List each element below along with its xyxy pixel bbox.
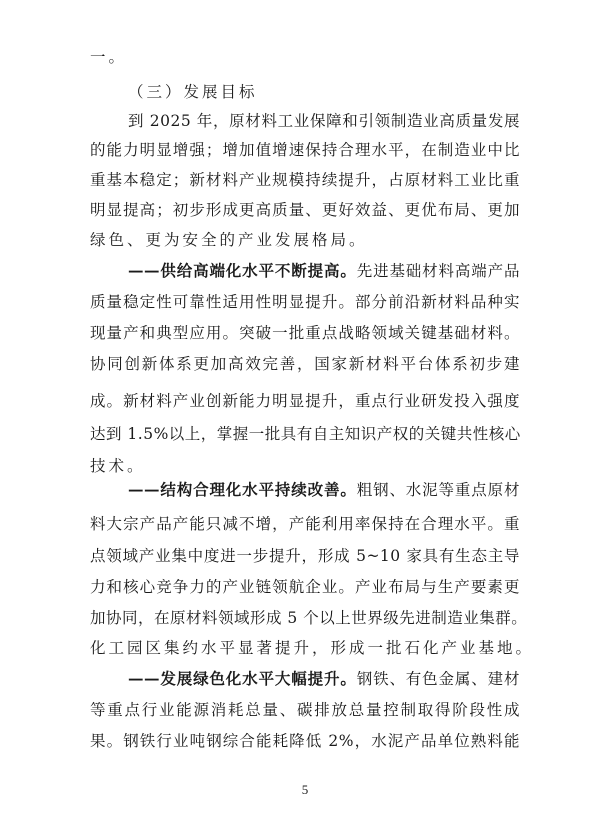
text-line: 力和核心竞争力的产业链领航企业。产业布局与生产要素更 (90, 578, 520, 596)
text-line: 点领域产业集中度进一步提升，形成 5~10 家具有生态主导 (90, 547, 520, 565)
text-line: 的能力明显增强；增加值增速保持合理水平，在制造业中比 (90, 141, 520, 159)
text-line: 果。钢铁行业吨钢综合能耗降低 2%，水泥产品单位熟料能 (90, 732, 520, 750)
goal-heading: ——发展绿色化水平大幅提升。 (128, 669, 357, 688)
text-line: 技术。 (90, 457, 146, 475)
goal-item-supply (128, 259, 520, 283)
goal-heading: ——供给高端化水平不断提高。 (128, 261, 357, 280)
goal-text: 粗钢、水泥等重点原材 (356, 481, 520, 499)
text-line: 质量稳定性可靠性适用性明显提升。部分前沿新材料品种实 (90, 293, 520, 311)
goal-heading: ——结构合理化水平持续改善。 (128, 480, 357, 499)
goal-text: 先进基础材料高端产品 (356, 262, 520, 280)
goal-item-green (128, 667, 520, 691)
text-line: 料大宗产品产能只减不增，产能利用率保持在合理水平。重 (90, 515, 520, 533)
text-line: 等重点行业能源消耗总量、碳排放总量控制取得阶段性成 (90, 701, 520, 719)
text-line: 达到 1.5%以上，掌握一批具有自主知识产权的关键共性核心 (90, 425, 521, 443)
text-line: 绿色、更为安全的产业发展格局。 (90, 231, 368, 249)
text-line: 一。 (90, 48, 128, 66)
goal-item-structure (128, 478, 520, 502)
text-line: 成。新材料产业创新能力明显提升，重点行业研发投入强度 (90, 392, 520, 410)
section-heading: （三）发展目标 (128, 83, 258, 101)
text-line: 明显提高；初步形成更高质量、更好效益、更优布局、更加 (90, 201, 520, 219)
text-line: 重基本稳定；新材料产业规模持续提升，占原材料工业比重 (90, 171, 520, 189)
text-line: 化工园区集约水平显著提升，形成一批石化产业基地。 (90, 639, 535, 657)
page-number: 5 (301, 782, 309, 797)
text-line: 加协同，在原材料领域形成 5 个以上世界级先进制造业集群。 (90, 609, 528, 627)
text-line: 到 2025 年，原材料工业保障和引领制造业高质量发展 (128, 112, 520, 130)
text-line: 现量产和典型应用。突破一批重点战略领域关键基础材料。 (90, 324, 520, 342)
goal-text: 钢铁、有色金属、建材 (356, 670, 520, 688)
text-line: 协同创新体系更加高效完善，国家新材料平台体系初步建 (90, 355, 520, 373)
